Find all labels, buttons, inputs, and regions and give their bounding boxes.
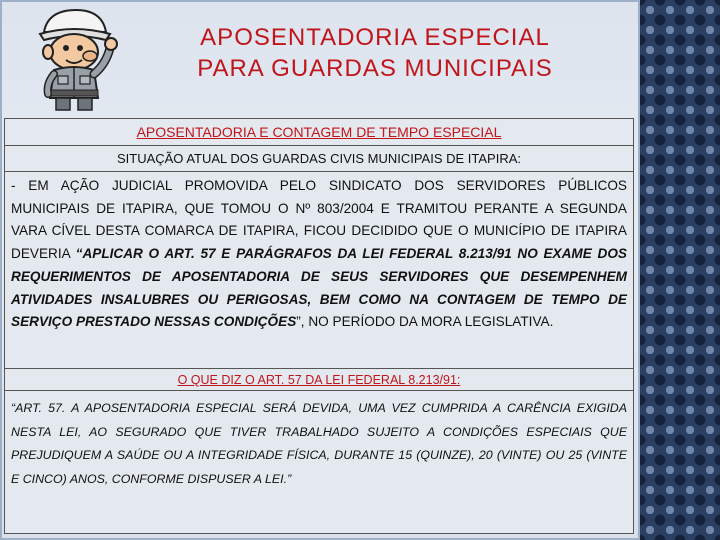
content-box: [4, 118, 634, 534]
law-text: “ART. 57. A APOSENTADORIA ESPECIAL SERÁ DEVIDA, UMA VEZ CUMPRIDA A CARÊNCIA EXIGIDA NESTA LEI, AO SEGURADO QUE TIVER TRABALHADO SUJEITO A CONDIÇÕES ESPECIAIS QUE PREJUDIQUEM A SAÚDE OU A INTEGRIDADE FÍSICA, DURANTE 15 (QUINZE), 20 (VINTE) OU 25 (VINTE E CINCO) ANOS, CONFORME DISPUSER A LEI.”: [11, 401, 627, 486]
decision-paragraph: [5, 172, 633, 369]
decision-text: - EM AÇÃO JUDICIAL PROMOVIDA PELO SINDICATO DOS SERVIDORES PÚBLICOS MUNICIPAIS DE ITAPIRA, QUE TOMOU O Nº 803/2004 E TRAMITOU PERANTE A SEGUNDA VARA CÍVEL DESTA COMARCA DE ITAPIRA, FICOU DECIDIDO QUE O MUNICÍPIO DE ITAPIRA DEVERIA: [11, 178, 627, 262]
slide-title: [140, 22, 610, 84]
guard-mascot-icon: [18, 2, 128, 114]
decision-tail: ”, NO PERÍODO DA MORA LEGISLATIVA.: [296, 314, 554, 330]
section-heading: APOSENTADORIA E CONTAGEM DE TEMPO ESPECIAL: [5, 119, 633, 146]
section-subheading: SITUAÇÃO ATUAL DOS GUARDAS CIVIS MUNICIPAIS DE ITAPIRA:: [5, 146, 633, 172]
decorative-pattern-strip: [640, 0, 720, 540]
slide-title-line1: APOSENTADORIA ESPECIAL: [200, 24, 550, 51]
law-heading: O QUE DIZ O ART. 57 DA LEI FEDERAL 8.213/91:: [5, 369, 633, 391]
slide-title-line2: PARA GUARDAS MUNICIPAIS: [197, 55, 553, 82]
decision-quote: “APLICAR O ART. 57 E PARÁGRAFOS DA LEI FEDERAL 8.213/91 NO EXAME DOS REQUERIMENTOS DE APOSENTADORIA DE SEUS SERVIDORES QUE DESEMPENHEM ATIVIDADES INSALUBRES OU PERIGOSAS, BEM COMO NA CONTAGEM DE TEMPO DE SERVIÇO PRESTADO NESSAS CONDIÇÕES: [11, 246, 627, 330]
